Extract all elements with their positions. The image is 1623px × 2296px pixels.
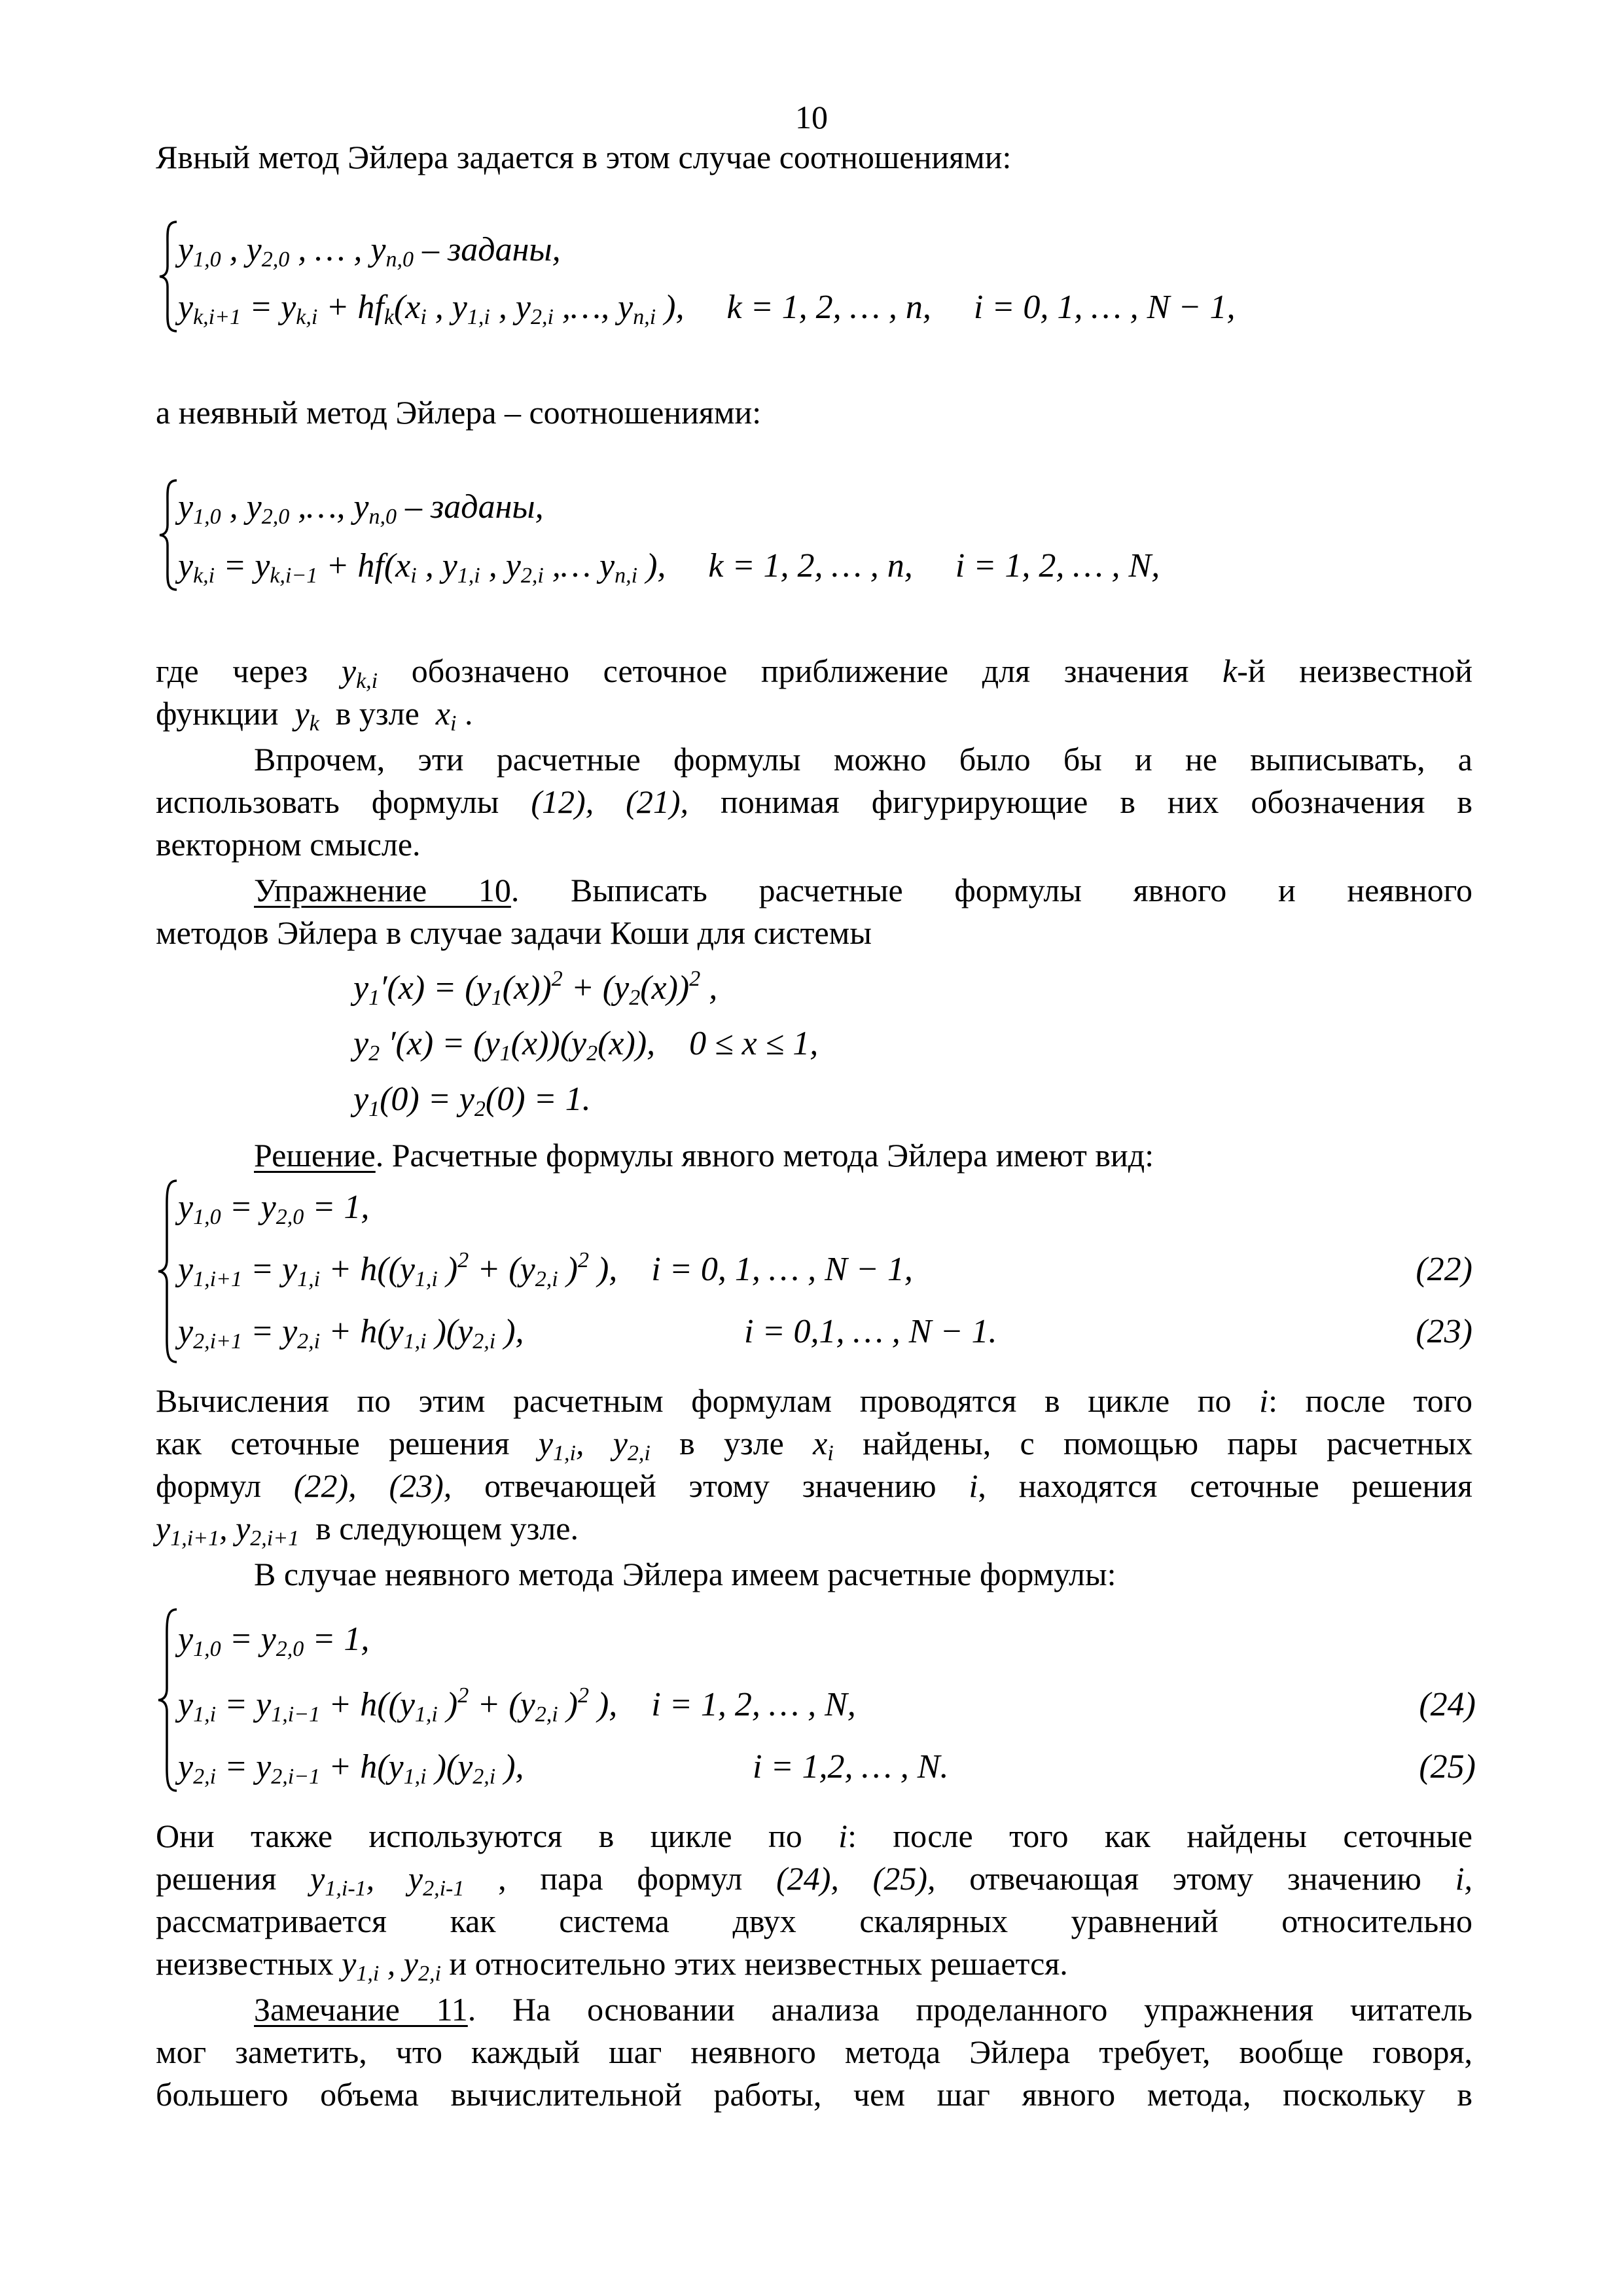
solution-line: Решение. Расчетные формулы явного метода Эйлера имеют вид: <box>254 1137 1154 1174</box>
paragraph-however-line2: использовать формулы (12), (21), понимая фигурирующие в них обозначения в <box>156 783 1473 820</box>
text-line-implicit-formulas-intro: В случае неявного метода Эйлера имеем расчетные формулы: <box>254 1556 1116 1592</box>
paragraph-where-line2: функции $y_k$ в узле $x_i$ . <box>156 695 473 736</box>
implicit-formula-row1: $y_{1,0} = y_{2,0} = 1$, <box>178 1621 370 1661</box>
explicit-formula-row1: $y_{1,0} = y_{2,0} = 1$, <box>178 1189 370 1229</box>
paragraph-calc-line4: $y_{1,i+1}$, $y_{2,i+1}$ в следующем узле. <box>156 1510 579 1551</box>
formula-implicit-row1: $y_{1,0}$ , $y_{2,0}$ ,…, $y_{n,0}$ – заданы, <box>178 488 544 529</box>
paragraph-calc-line2: как сеточные решения $y_{1,i}$, $y_{2,i}$ в узле $x_i$ найдены, с помощью пары расчетных <box>156 1425 1473 1465</box>
exercise-line2: методов Эйлера в случае задачи Коши для системы <box>156 914 872 951</box>
exercise-line1: Упражнение 10. Выписать расчетные формулы явного и неявного <box>254 872 1472 908</box>
paragraph-they-line3: рассматривается как система двух скалярных уравнений относительно <box>156 1903 1472 1939</box>
equation-number-24: (24) <box>1419 1686 1476 1723</box>
brace-explicit-system <box>157 219 179 334</box>
explicit-formula-row2: $y_{1,i+1} = y_{1,i} + h((y_{1,i}$ )$^2 + (y_{2,i}$ )$^2$ ), i = 0, 1, … , N − 1, <box>178 1248 913 1291</box>
paragraph-they-line1: Они также используются в цикле по i: после того как найдены сеточные <box>156 1818 1472 1854</box>
remark-line1: Замечание 11. На основании анализа проделанного упражнения читатель <box>254 1991 1472 2028</box>
implicit-formula-row3: $y_{2,i} = y_{2,i-1} + h(y_{1,i}$ )($y_{2,i}$ ), <box>178 1748 524 1789</box>
paragraph-calc-line3: формул (22), (23), отвечающей этому значению i, находятся сеточные решения <box>156 1467 1473 1504</box>
text-line-implicit-intro: а неявный метод Эйлера – соотношениями: <box>156 394 762 431</box>
formula-explicit-row1: $y_{1,0}$ , $y_{2,0}$ , … , $y_{n,0}$ – заданы, <box>178 231 561 272</box>
paragraph-however-line1: Впрочем, эти расчетные формулы можно было бы и не выписывать, а <box>254 741 1472 778</box>
implicit-formula-row3-range: i = 1,2, … , N. <box>753 1748 949 1785</box>
formula-explicit-row2: $y_{k,i+1} = y_{k,i} + hf_k(x_i$ , $y_{1,i}$ , $y_{2,i}$ ,…, $y_{n,i}$ ), k = 1, 2, … , n, i = 0, 1, … , N − 1, <box>178 289 1236 329</box>
paragraph-where-line1: где через $y_{k,i}$ обозначено сеточное приближение для значения k-й неизвестной <box>156 653 1473 693</box>
text-line-explicit-intro: Явный метод Эйлера задается в этом случае соотношениями: <box>156 139 1012 175</box>
remark-title: Замечание 11 <box>254 1991 468 2028</box>
paragraph-calc-line1: Вычисления по этим расчетным формулам проводятся в цикле по i: после того <box>156 1382 1473 1419</box>
implicit-formula-row2: $y_{1,i} = y_{1,i-1} + h((y_{1,i}$ )$^2 + (y_{2,i}$ )$^2$ ), i = 1, 2, … , N, <box>178 1683 856 1727</box>
solution-title: Решение <box>254 1137 376 1174</box>
brace-implicit-formulas <box>156 1607 179 1793</box>
paragraph-however-line3: векторном смысле. <box>156 826 421 863</box>
paragraph-they-line4: неизвестных $y_{1,i}$ , $y_{2,i}$ и относительно этих неизвестных решается. <box>156 1945 1068 1986</box>
brace-implicit-system <box>157 478 179 592</box>
paragraph-they-line2: решения $y_{1,i-1}$, $y_{2,i-1}$ , пара формул (24), (25), отвечающая этому значению i, <box>156 1860 1473 1901</box>
exercise-title: Упражнение 10 <box>254 872 511 908</box>
formula-implicit-row2: $y_{k,i} = y_{k,i-1} + hf(x_i$ , $y_{1,i}$ , $y_{2,i}$ ,… $y_{n,i}$ ), k = 1, 2, … , n, i = 1, 2, … , N, <box>178 547 1160 588</box>
exercise-equation-1: $y_1'(x) = (y_1(x))^2 + (y_2(x))^2$ , <box>353 967 718 1010</box>
exercise-equation-3: $y_1(0) = y_2(0) = 1$. <box>353 1081 591 1121</box>
explicit-formula-row3: $y_{2,i+1} = y_{2,i} + h(y_{1,i}$ )($y_{2,i}$ ), <box>178 1313 524 1354</box>
explicit-formula-row3-range: i = 0,1, … , N − 1. <box>744 1313 997 1350</box>
page-number: 10 <box>795 99 828 135</box>
equation-number-25: (25) <box>1419 1748 1476 1785</box>
exercise-equation-2: $y_2$ $'(x) = (y_1(x))(y_2(x))$, 0 ≤ x ≤ 1, <box>353 1025 819 1066</box>
remark-line3: большего объема вычислительной работы, чем шаг явного метода, поскольку в <box>156 2076 1472 2113</box>
remark-line2: мог заметить, что каждый шаг неявного метода Эйлера требует, вообще говоря, <box>156 2034 1472 2070</box>
equation-number-22: (22) <box>1416 1251 1472 1288</box>
brace-explicit-formulas <box>156 1178 179 1365</box>
equation-number-23: (23) <box>1416 1313 1472 1350</box>
